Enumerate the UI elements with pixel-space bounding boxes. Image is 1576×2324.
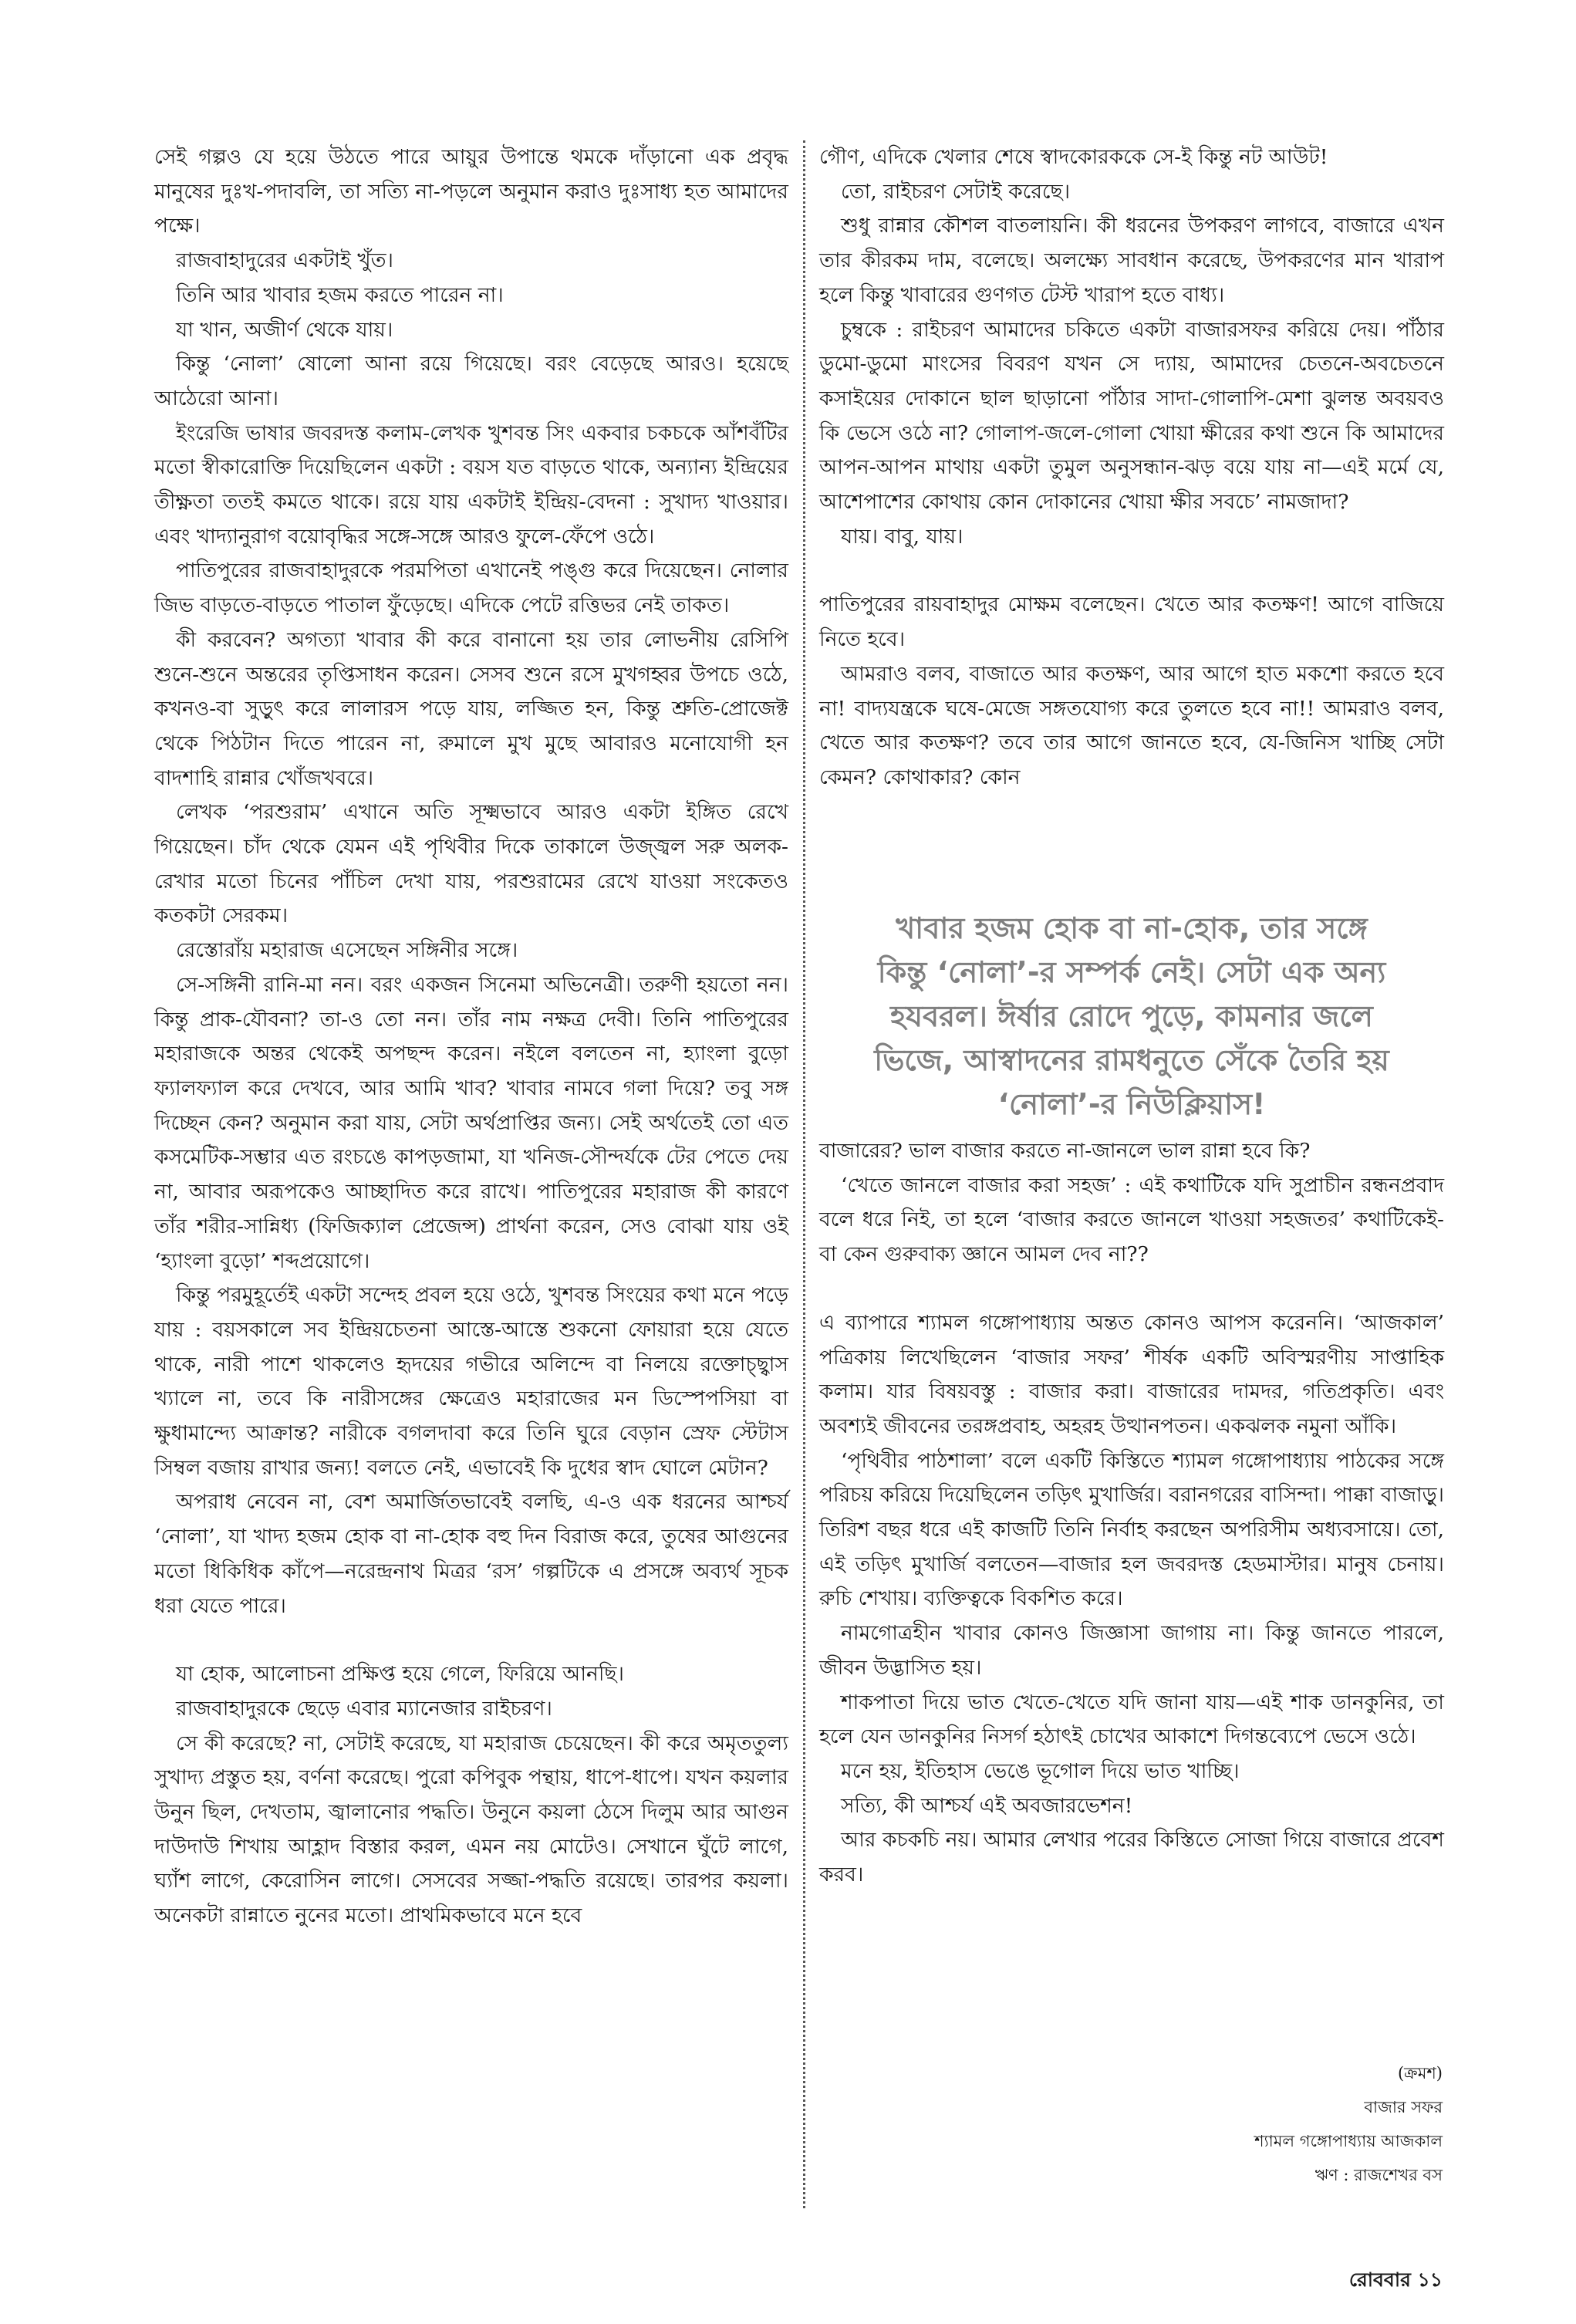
pull-quote — [819, 907, 1444, 1127]
paragraph: যা হোক, আলোচনা প্রক্ষিপ্ত হয়ে গেলে, ফিরিয়ে আনছি। — [176, 1662, 624, 1687]
right-column-top — [819, 140, 1444, 795]
paragraph: সে-সঙ্গিনী রানি-মা নন। বরং একজন সিনেমা অভিনেত্রী। তরুণী হয়তো নন। কিন্তু প্রাক-যৌবনা? তা-ও তো নন। তাঁর নাম নক্ষত্র দেবী। তিনি পাতিপুরের মহারাজকে অন্তর থেকেই অপছন্দ করেন। নইলে বলতেন না, হ্যাংলা বুড়ো ফ্যালফ্যাল করে দেখবে, আর আমি খাব? খাবার নামবে গলা দিয়ে? তবু সঙ্গ দিচ্ছেন কেন? অনুমান করা যায়, সেটা অর্থপ্রাপ্তির জন্য। সেই অর্থতেই তো এত কসমেটিক-সম্ভার এত রংচঙে কাপড়জামা, যা খনিজ-সৌন্দর্যকে টের পেতে দেয় না, আবার অরূপকেও আচ্ছাদিত করে রাখে। পাতিপুরের মহারাজ কী কারণে তাঁর শরীর-সান্নিধ্য (ফিজিক্যাল প্রেজেন্স) প্রার্থনা করেন, সেও বোঝা যায় ওই ‘হ্যাংলা বুড়ো’ শব্দপ্রয়োগে। — [154, 972, 788, 1273]
continued-note: (ক্রমশ) — [1397, 2064, 1443, 2082]
paragraph: ‘পৃথিবীর পাঠশালা’ বলে একটি কিস্তিতে শ্যামল গঙ্গোপাধ্যায় পাঠকের সঙ্গে পরিচয় করিয়ে দিয়েছিলেন তড়িৎ মুখার্জির। বরানগরের বাসিন্দা। পাক্কা বাজাড়ু। তিরিশ বছর ধরে এই কাজটি তিনি নির্বাহ করছেন অপরিসীম অধ্যবসায়ে। তো, এই তড়িৎ মুখার্জি বলতেন—বাজার হল জবরদস্ত হেডমাস্টার। মানুষ চেনায়। রুচি শেখায়। ব্যক্তিত্বকে বিকশিত করে। — [819, 1448, 1444, 1611]
pull-quote-line: কিন্তু ‘নোলা’-র সম্পর্ক নেই। সেটা এক অন্য — [877, 955, 1386, 989]
paragraph: গৌণ, এদিকে খেলার শেষে স্বাদকোরককে সে-ই কিন্তু নট আউট! — [819, 145, 1328, 169]
pull-quote-line: ভিজে, আস্বাদনের রামধনুতে সেঁকে তৈরি হয় — [874, 1043, 1389, 1077]
paragraph: রেস্তোরাঁয় মহারাজ এসেছেন সঙ্গিনীর সঙ্গে। — [176, 938, 518, 963]
paragraph: ইংরেজি ভাষার জবরদস্ত কলাম-লেখক খুশবন্ত সিং একবার চকচকে আঁশবঁটির মতো স্বীকারোক্তি দিয়েছিলেন একটা : বয়স যত বাড়তে থাকে, অন্যান্য ইন্দ্রিয়ের তীক্ষ্ণতা ততই কমতে থাকে। রয়ে যায় একটাই ইন্দ্রিয়-বেদনা : সুখাদ্য খাওয়ার। এবং খাদ্যানুরাগ বয়োবৃদ্ধির সঙ্গে-সঙ্গে আরও ফুলে-ফেঁপে ওঠে। — [154, 421, 788, 549]
paragraph: অপরাধ নেবেন না, বেশ অমার্জিতভাবেই বলছি, এ-ও এক ধরনের আশ্চর্য ‘নোলা’, যা খাদ্য হজম হোক বা না-হোক বহু দিন বিরাজ করে, তুষের আগুনের মতো ধিকিধিক কাঁপে—নরেন্দ্রনাথ মিত্রর ‘রস’ গল্পটিকে এ প্রসঙ্গে অব্যর্থ সূচক ধরা যেতে পারে। — [154, 1490, 788, 1618]
paragraph: এ ব্যাপারে শ্যামল গঙ্গোপাধ্যায় অন্তত কোনও আপস করেননি। ‘আজকাল’ পত্রিকায় লিখেছিলেন ‘বাজার সফর’ শীর্ষক একটি অবিস্মরণীয় সাপ্তাহিক কলাম। যার বিষয়বস্তু : বাজার করা। বাজারের দামদর, গতিপ্রকৃতি। এবং অবশ্যই জীবনের তরঙ্গপ্রবাহ, অহরহ উত্থানপতন। একঝলক নমুনা আঁকি। — [819, 1310, 1444, 1438]
paragraph: যায়। বাবু, যায়। — [841, 524, 963, 549]
pull-quote-line: খাবার হজম হোক বা না-হোক, তার সঙ্গে — [896, 911, 1368, 945]
paragraph: তো, রাইচরণ সেটাই করেছে। — [841, 179, 1071, 204]
paragraph: সে কী করেছে? না, সেটাই করেছে, যা মহারাজ চেয়েছেন। কী করে অমৃততুল্য সুখাদ্য প্রস্তুত হয়, বর্ণনা করেছে। পুরো কপিবুক পন্থায়, ধাপে-ধাপে। যখন কয়লার উনুন ছিল, দেখতাম, জ্বালানোর পদ্ধতি। উনুনে কয়লা ঠেসে দিলুম আর আগুন দাউদাউ শিখায় আহ্লাদ বিস্তার করল, এমন নয় মোটেও। সেখানে ঘুঁটে লাগে, ঘ্যাঁশ লাগে, কেরোসিন লাগে। সেসবের সজ্জা-পদ্ধতি রয়েছে। তারপর কয়লা। অনেকটা রান্নাতে নুনের মতো। প্রাথমিকভাবে মনে হবে — [154, 1731, 788, 1928]
author-source: শ্যামল গঙ্গোপাধ্যায় আজকাল — [1254, 2132, 1443, 2150]
column-divider-rule — [803, 140, 805, 2208]
paragraph: যা খান, অজীর্ণ থেকে যায়। — [176, 317, 393, 342]
page-footer — [1349, 2265, 1443, 2298]
paragraph: শুধু রান্নার কৌশল বাতলায়নি। কী ধরনের উপকরণ লাগবে, বাজারে এখন তার কীরকম দাম, বলেছে। অলক্ষ্যে সাবধান করেছে, উপকরণের মান খারাপ হলে কিন্তু খাবারের গুণগত টেস্ট খারাপ হতে বাধ্য। — [819, 214, 1444, 307]
paragraph: চুম্বকে : রাইচরণ আমাদের চকিতে একটা বাজারসফর করিয়ে দেয়। পাঁঠার ডুমো-ডুমো মাংসের বিবরণ যখন সে দ্যায়, আমাদের চেতনে-অবচেতনে কসাইয়ের দোকানে ছাল ছাড়ানো পাঁঠার সাদা-গোলাপি-মেশা ঝুলন্ত অবয়বও কি ভেসে ওঠে না? গোলাপ-জলে-গোলা খোয়া ক্ষীরের কথা শুনে কি আমাদের আপন-আপন মাথায় একটা তুমুল অনুসন্ধান-ঝড় বয়ে যায় না—এই মর্মে যে, আশেপাশের কোথায় কোন দোকানের খোয়া ক্ষীর সবচে’ নামজাদা? — [819, 317, 1444, 515]
paragraph: ‘খেতে জানলে বাজার করা সহজ’ : এই কথাটিকে যদি সুপ্রাচীন রন্ধনপ্রবাদ বলে ধরে নিই, তা হলে ‘বাজার করতে জানলে খাওয়া সহজতর’ কথাটিকেই-বা কেন গুরুবাক্য জ্ঞানে আমল দেব না?? — [819, 1173, 1444, 1267]
page-number: রোববার ১১ — [1348, 2268, 1443, 2291]
paragraph: আর কচকচি নয়। আমার লেখার পরের কিস্তিতে সোজা গিয়ে বাজারে প্রবেশ করব। — [819, 1828, 1444, 1887]
column-title: বাজার সফর — [1364, 2098, 1443, 2116]
paragraph: কী করবেন? অগত্যা খাবার কী করে বানানো হয় তার লোভনীয় রেসিপি শুনে-শুনে অন্তরের তৃপ্তিসাধন করেন। সেসব শুনে রসে মুখগহ্বর উপচে ওঠে, কখনও-বা সুড়ুৎ করে লালারস পড়ে যায়, লজ্জিত হন, কিন্তু শ্রুতি-প্রোজেক্ট থেকে পিঠটান দিতে পারেন না, রুমালে মুখ মুছে আবারও মনোযোগী হন বাদশাহি রান্নার খোঁজখবরে। — [154, 627, 788, 790]
paragraph: কিন্তু ‘নোলা’ ষোলো আনা রয়ে গিয়েছে। বরং বেড়েছে আরও। হয়েছে আঠেরো আনা। — [154, 352, 788, 410]
paragraph: পাতিপুরের রায়বাহাদুর মোক্ষম বলেছেন। খেতে আর কতক্ষণ! আগে বাজিয়ে নিতে হবে। — [819, 593, 1444, 652]
paragraph: কিন্তু পরমুহূর্তেই একটা সন্দেহ প্রবল হয়ে ওঠে, খুশবন্ত সিংয়ের কথা মনে পড়ে যায় : বয়সকালে সব ইন্দ্রিয়চেতনা আস্তে-আস্তে শুকনো ফোয়ারা হয়ে যেতে থাকে, নারী পাশে থাকলেও হৃদয়ের গভীরে অলিন্দে বা নিলয়ে রক্তোচ্ছ্বাস খ্যালে না, তবে কি নারীসঙ্গের ক্ষেত্রেও মহারাজের মন ডিস্পেপসিয়া বা ক্ষুধামান্দ্যে আক্রান্ত? নারীকে বগলদাবা করে তিনি ঘুরে বেড়ান স্রেফ স্টেটাস সিম্বল বজায় রাখার জন্য! বলতে নেই, এভাবেই কি দুধের স্বাদ ঘোলে মেটান? — [154, 1283, 788, 1480]
pull-quote-line: হযবরল। ঈর্ষার রোদে পুড়ে, কামনার জলে — [890, 999, 1373, 1033]
paragraph: আমরাও বলব, বাজাতে আর কতক্ষণ, আর আগে হাত মকশো করতে হবে না! বাদ্যযন্ত্রকে ঘষে-মেজে সঙ্গতযোগ্য করে তুলতে হবে না!! আমরাও বলব, খেতে আর কতক্ষণ? তবে তার আগে জানতে হবে, যে-জিনিস খাচ্ছি সেটা কেমন? কোথাকার? কোন — [819, 661, 1444, 789]
paragraph: রাজবাহাদুরকে ছেড়ে এবার ম্যানেজার রাইচরণ। — [176, 1696, 552, 1721]
left-column — [154, 140, 788, 1934]
paragraph: সেই গল্পও যে হয়ে উঠতে পারে আয়ুর উপান্তে থমকে দাঁড়ানো এক প্রবৃদ্ধ মানুষের দুঃখ-পদাবলি, তা সত্যি না-পড়লে অনুমান করাও দুঃসাধ্য হত আমাদের পক্ষে। — [154, 145, 788, 238]
paragraph: বাজারের? ভাল বাজার করতে না-জানলে ভাল রান্না হবে কি? — [819, 1139, 1311, 1163]
paragraph: মনে হয়, ইতিহাস ভেঙে ভূগোল দিয়ে ভাত খাচ্ছি। — [841, 1758, 1240, 1783]
right-column-bottom — [819, 1134, 1444, 1893]
acknowledgement: ঋণ : রাজশেখর বস — [1314, 2166, 1443, 2184]
paragraph: পাতিপুরের রাজবাহাদুরকে পরমপিতা এখানেই পঙ্গু করে দিয়েছেন। নোলার জিভ বাড়তে-বাড়তে পাতাল ফুঁড়েছে। এদিকে পেটে রত্তিভর নেই তাকত। — [154, 559, 788, 618]
pull-quote-line: ‘নোলা’-র নিউক্লিয়াস! — [997, 1087, 1266, 1121]
paragraph: শাকপাতা দিয়ে ভাত খেতে-খেতে যদি জানা যায়—এই শাক ডানকুনির, তা হলে যেন ডানকুনির নিসর্গ হঠাৎই চোখের আকাশে দিগন্তব্যেপে ভেসে ওঠে। — [819, 1690, 1444, 1749]
paragraph: রাজবাহাদুরের একটাই খুঁত। — [176, 248, 393, 273]
paragraph: লেখক ‘পরশুরাম’ এখানে অতি সূক্ষ্মভাবে আরও একটা ইঙ্গিত রেখে গিয়েছেন। চাঁদ থেকে যেমন এই পৃথিবীর দিকে তাকালে উজ্জ্বল সরু অলক-রেখার মতো চিনের পাঁচিল দেখা যায়, পরশুরামের রেখে যাওয়া সংকেতও কতকটা সেরকম। — [154, 800, 788, 928]
article-credits — [1254, 2056, 1443, 2192]
paragraph: তিনি আর খাবার হজম করতে পারেন না। — [176, 282, 504, 307]
paragraph: নামগোত্রহীন খাবার কোনও জিজ্ঞাসা জাগায় না। কিন্তু জানতে পারলে, জীবন উদ্ভাসিত হয়। — [819, 1621, 1444, 1680]
paragraph: সত্যি, কী আশ্চর্য এই অবজারভেশন! — [841, 1793, 1133, 1818]
